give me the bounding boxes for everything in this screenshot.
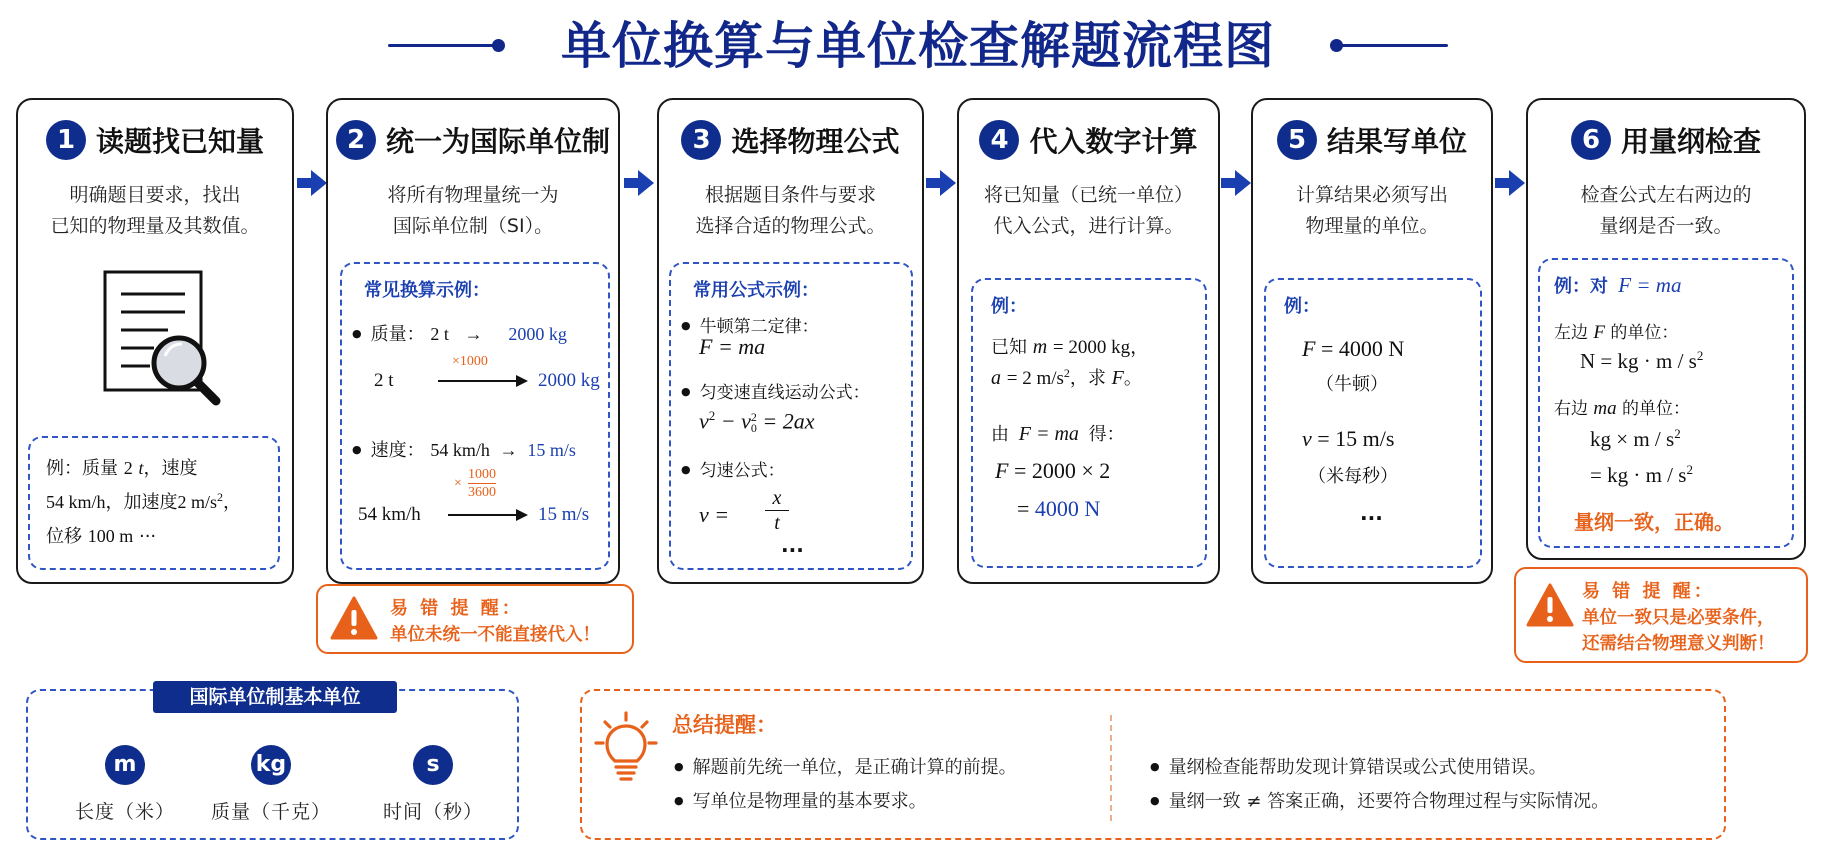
step-title: 统一为国际单位制 <box>385 125 610 158</box>
mass-conversion-line: ● 质量： 2 t → 2000 kg <box>352 320 567 346</box>
step-description <box>1253 180 1491 242</box>
unit-symbol-badge: kg <box>251 745 291 785</box>
step-card-6 <box>1526 98 1806 560</box>
summary-item: ● 写单位是物理量的基本要求。 <box>674 787 927 813</box>
result-force-name: （牛顿） <box>1316 374 1388 395</box>
step-card-2 <box>326 98 620 584</box>
desc-line: 代入公式，进行计算。 <box>993 215 1184 237</box>
conversion-example-box <box>340 262 610 570</box>
si-units-title: 国际单位制基本单位 <box>153 681 397 713</box>
unit-symbol-badge: m <box>105 745 145 785</box>
step-title: 用量纲检查 <box>1620 125 1761 158</box>
left-side-label: 左边 F 的单位： <box>1554 322 1679 343</box>
desc-line: 已知的物理量及其数值。 <box>50 215 260 237</box>
summary-item: ● 解题前先统一单位，是正确计算的前提。 <box>674 753 1017 779</box>
title-line-right <box>1338 44 1448 47</box>
warning-triangle-icon <box>1526 583 1574 627</box>
desc-line: 选择合适的物理公式。 <box>695 215 886 237</box>
warning-title: 易 错 提 醒： <box>390 598 523 619</box>
desc-line: 根据题目条件与要求 <box>704 184 876 206</box>
si-unit-mass <box>196 745 346 824</box>
desc-line: 将所有物理量统一为 <box>387 184 559 206</box>
right-side-label: 右边 ma 的单位： <box>1554 398 1691 419</box>
mass-conversion-row: 2 t <box>374 370 394 391</box>
example-line-3: 位移 100 m ··· <box>46 526 157 547</box>
speed-conversion-row: 54 km/h <box>358 504 421 525</box>
formula-uniform-fraction: x t <box>765 486 789 535</box>
arrow-right-icon <box>1221 170 1251 196</box>
step-description <box>659 180 922 242</box>
calc-line-3: 由 F = ma 得： <box>991 423 1125 445</box>
right-side-unit-1: kg × m / $s^2$ <box>1590 426 1681 451</box>
document-search-icon <box>84 268 224 408</box>
summary-divider <box>1110 715 1112 821</box>
step-number-badge: 1 <box>46 120 86 160</box>
calc-line-4: F = 2000 × 2 <box>995 458 1111 483</box>
desc-line: 将已知量（已统一单位） <box>983 184 1193 206</box>
unit-label: 时间（秒） <box>382 801 483 823</box>
desc-line: 物理量的单位。 <box>1305 215 1439 237</box>
box-title: 常见换算示例： <box>364 280 490 301</box>
formula-newton: F = ma <box>699 334 766 359</box>
step-number-badge: 4 <box>979 120 1019 160</box>
step-title: 结果写单位 <box>1326 125 1467 158</box>
si-unit-time <box>358 745 508 824</box>
formula-example-box <box>669 262 913 570</box>
formula-kinematics: $v^2 - v$ 2 0 = 2ax <box>699 408 815 436</box>
step-title: 选择物理公式 <box>731 125 900 158</box>
desc-line: 国际单位制（SI）。 <box>392 215 554 237</box>
formula-uniform-lhs: v = <box>699 502 730 527</box>
step-title: 读题找已知量 <box>95 125 264 158</box>
step-header <box>328 118 618 162</box>
formula-label-1: ● 牛顿第二定律： <box>681 312 819 337</box>
calculation-example-box <box>971 278 1207 568</box>
step-description <box>18 180 292 242</box>
warning-box-2 <box>1514 567 1808 663</box>
speed-result: 15 m/s <box>538 504 590 525</box>
title-dot-left <box>492 39 505 52</box>
step-number-badge: 3 <box>681 120 721 160</box>
desc-line: 检查公式左右两边的 <box>1580 184 1752 206</box>
summary-box <box>580 689 1726 840</box>
step-card-3 <box>657 98 924 584</box>
conversion-arrow <box>438 374 528 388</box>
step-description <box>1528 180 1804 242</box>
warning-text-line-1: 单位一致只是必要条件， <box>1582 608 1775 628</box>
ellipsis: ··· <box>1360 506 1383 530</box>
example-line-1: 例：质量 2 t，速度 <box>46 458 198 479</box>
speed-factor: × <box>454 476 462 491</box>
conversion-arrow <box>448 508 528 522</box>
check-conclusion: 量纲一致，正确。 <box>1574 510 1734 534</box>
calc-line-5: = 4000 N <box>1017 496 1101 521</box>
warning-box-1 <box>316 584 634 654</box>
summary-title: 总结提醒： <box>672 713 777 737</box>
step-title: 代入数字计算 <box>1029 125 1198 158</box>
dimension-check-box <box>1538 258 1794 548</box>
box-title: 常用公式示例： <box>693 280 819 301</box>
step-description <box>959 180 1218 242</box>
mass-factor: ×1000 <box>452 354 488 369</box>
step-card-1 <box>16 98 294 584</box>
arrow-right-icon <box>1495 170 1525 196</box>
desc-line: 计算结果必须写出 <box>1295 184 1448 206</box>
warning-triangle-icon <box>330 596 378 640</box>
right-side-unit-2: = kg · m / $s^2$ <box>1590 462 1693 487</box>
unit-label: 质量（千克） <box>210 801 331 823</box>
example-line-2: 54 km/h，加速度2 $m/s^2$， <box>46 490 242 513</box>
unit-symbol-badge: s <box>413 745 453 785</box>
arrow-right-icon <box>624 170 654 196</box>
speed-factor-fraction: 1000 3600 <box>468 467 496 500</box>
arrow-right-icon <box>926 170 956 196</box>
step-header <box>959 118 1218 162</box>
step-header <box>1528 118 1804 162</box>
example-box <box>28 436 280 570</box>
lightbulb-icon <box>594 711 658 785</box>
unit-example-box <box>1264 278 1482 568</box>
page-title: 单位换算与单位检查解题流程图 <box>561 17 1275 75</box>
step-card-4 <box>957 98 1220 584</box>
step-description <box>328 180 618 242</box>
step-header <box>1253 118 1491 162</box>
step-header <box>659 118 922 162</box>
box-title: 例： <box>991 296 1027 317</box>
title-line-left <box>388 44 498 47</box>
summary-item: ● 量纲一致 ≠ 答案正确，还要符合物理过程与实际情况。 <box>1150 787 1609 813</box>
box-title: 例： <box>1284 296 1320 317</box>
speed-conversion-line: ● 速度： 54 km/h → 15 m/s <box>352 436 576 462</box>
warning-title: 易 错 提 醒： <box>1582 581 1715 602</box>
desc-line: 明确题目要求，找出 <box>69 184 241 206</box>
step-card-5 <box>1251 98 1493 584</box>
title-row <box>0 6 1822 78</box>
calc-line-2: a = 2 $m/s^2$，求 F。 <box>991 366 1142 389</box>
step-number-badge: 5 <box>1277 120 1317 160</box>
warning-text: 单位未统一不能直接代入！ <box>390 625 600 645</box>
unit-label: 长度（米） <box>74 801 175 823</box>
step-number-badge: 2 <box>336 120 376 160</box>
si-base-units-box <box>26 686 519 840</box>
step-number-badge: 6 <box>1571 120 1611 160</box>
step-header <box>18 118 292 162</box>
result-velocity-name: （米每秒） <box>1308 466 1398 487</box>
arrow-right-icon <box>297 170 327 196</box>
si-unit-length <box>50 745 200 824</box>
result-force: F = 4000 N <box>1302 336 1405 361</box>
summary-item: ● 量纲检查能帮助发现计算错误或公式使用错误。 <box>1150 753 1547 779</box>
mass-result: 2000 kg <box>538 370 600 391</box>
desc-line: 量纲是否一致。 <box>1599 215 1733 237</box>
calc-line-1: 已知 m = 2000 kg， <box>991 336 1150 358</box>
formula-label-2: ● 匀变速直线运动公式： <box>681 378 870 403</box>
formula-label-3: ● 匀速公式： <box>681 456 785 481</box>
left-side-unit: N = kg · m / $s^2$ <box>1580 348 1704 373</box>
ellipsis: ··· <box>781 538 804 562</box>
box-title: 例：对 F = ma <box>1554 273 1682 297</box>
warning-text-line-2: 还需结合物理意义判断！ <box>1582 634 1775 654</box>
result-velocity: v = 15 m/s <box>1302 426 1395 451</box>
